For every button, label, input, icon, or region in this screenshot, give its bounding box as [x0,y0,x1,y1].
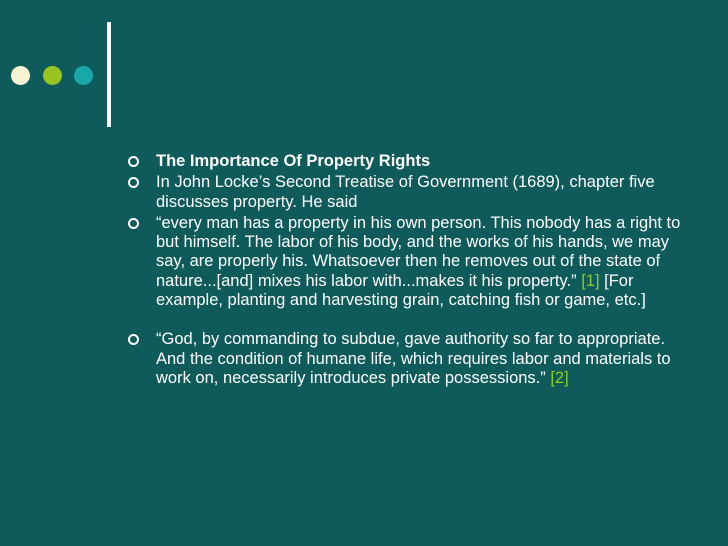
bullet-item-quote-1 [128,214,688,310]
hollow-circle-bullet-icon [128,334,139,345]
slide-content [128,152,688,390]
bullet-item-locke-intro [128,173,688,212]
bullet-text: In John Locke’s Second Treatise of Government (1689), chapter five discusses property. He said [156,173,655,211]
vertical-divider-line [107,22,111,127]
green-dot-decoration [43,66,62,85]
bullet-item-title [128,152,688,171]
cream-dot-decoration [11,66,30,85]
reference-link-1[interactable]: [1] [581,271,600,290]
bullet-text: “God, by commanding to subdue, gave authority so far to appropriate. And the condition of humane life, which requires labor and materials to work on, necessarily introduces private possessions.” [156,330,671,387]
bullet-item-quote-2 [128,330,688,388]
hollow-circle-bullet-icon [128,218,139,229]
bullet-text-after: [For example, planting and harvesting grain, catching fish or game, etc.] [156,271,646,310]
bullet-title-text: The Importance Of Property Rights [156,152,431,170]
hollow-circle-bullet-icon [128,177,139,188]
teal-dot-decoration [74,66,93,85]
hollow-circle-bullet-icon [128,156,139,167]
bullet-text: “every man has a property in his own person. This nobody has a right to but himself. The labor of his body, and the works of his hands, we may say, are properly his. Whatsoever then he removes out of the state of nature...[and] mixes his labor with...makes it his property.” [156,213,681,290]
reference-link-2[interactable]: [2] [550,368,569,387]
